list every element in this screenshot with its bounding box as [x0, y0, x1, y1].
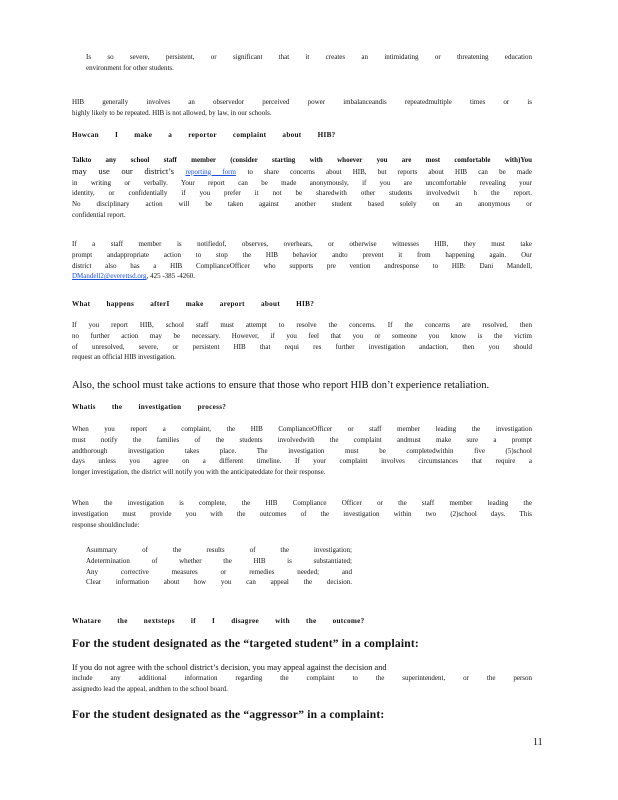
report-line1: Talkto any school staff member (consider starting with whoever you are most comfortable with)You — [72, 156, 532, 164]
retaliation-sentence: Also, the school must take actions to ensure that those who report HIB don’t experience retaliation. — [72, 380, 490, 391]
process-line1: When you report a complaint, the HIB ComplianceOfficer or staff member leading the investigation — [72, 425, 532, 433]
after-line4: request an official HIB investigation. — [72, 353, 176, 362]
process-line4: days unless you agree on a different timeline. If your complaint involves circumstances that require a — [72, 457, 532, 466]
report-line5: No disciplinary action will be taken against another student based solely on an anonymous or — [72, 200, 532, 209]
hib-def-line1: HIB generally involves an observedor perceived power imbalanceandis repeatedmultiple times or is — [72, 98, 532, 106]
investigation-complete-paragraph — [72, 498, 532, 530]
heading-what-happens-after: What happens afterI make areport about HIB? — [72, 300, 315, 308]
report-line2-end: to share concerns about HIB, but reports about HIB can be made — [247, 167, 532, 176]
heading-how-to-report: Howcan I make a reportor complaint about HIB? — [72, 131, 336, 139]
report-line6: confidential report. — [72, 210, 126, 219]
hib-def-line2: highly likely to be repeated. HIB is not allowed, by law, in our schools. — [72, 108, 272, 117]
page-number: 11 — [533, 737, 543, 748]
targeted-line1: If you do not agree with the school district’s decision, you may appeal against the decision and — [72, 663, 387, 672]
process-line3: andthorough investigation takes place. The investigation must be completedwithin five (5)school — [72, 446, 532, 455]
staff-line1: If a staff member is notifiedof, observes, overhears, or otherwise witnesses HIB, they must take — [72, 240, 532, 248]
complete-line3: response shouldinclude: — [72, 520, 140, 529]
compliance-officer-phone: , 425 -385 -4260. — [146, 272, 195, 281]
outcomes-list — [72, 545, 352, 588]
list-item: Adetermination of whether the HIB is substantiated; — [86, 556, 352, 565]
intro-bullet-line2: environment for other students. — [86, 63, 174, 72]
investigation-process-paragraph — [72, 424, 532, 478]
process-line5: longer investigation, the district will notify you with the anticipateddate for their response. — [72, 468, 326, 477]
heading-targeted-student: For the student designated as the “targeted student” in a complaint: — [72, 638, 419, 650]
after-report-paragraph — [72, 320, 532, 363]
list-item: Clear information about how you can appeal the decision. — [86, 578, 352, 587]
report-paragraph — [72, 155, 532, 221]
targeted-student-paragraph — [72, 662, 532, 695]
hib-definition-paragraph — [72, 97, 532, 119]
complete-line2: investigation must provide you with the outcomes of the investigation within two (2)school days. This — [72, 509, 532, 518]
report-line4: identity, or confidentially if you prefer it not be sharedwith other students involvedwit h the report. — [72, 189, 532, 198]
staff-paragraph — [72, 239, 532, 282]
heading-next-steps: Whatare the nextsteps if I disagree with the outcome? — [72, 617, 365, 625]
after-line2: no further action may be necessary. However, if you feel that you or someone you know is the victim — [72, 331, 532, 340]
targeted-line2: include any additional information regarding the complaint to the superintendent, or the person — [72, 674, 532, 682]
list-item: Any corrective measures or remedies needed; and — [86, 567, 352, 576]
targeted-line3: assignedto lead the appeal, andthen to the school board. — [72, 684, 228, 693]
intro-bullet-line1: Is so severe, persistent, or significant that it creates an intimidating or threatening education — [86, 53, 532, 61]
report-line3: in writing or verbally. Your report can be made anonymously, if you are uncomfortable revealing your — [72, 178, 532, 187]
process-line2: must notify the families of the students involvedwith the complaint andmust make sure a prompt — [72, 435, 532, 444]
heading-aggressor-student: For the student designated as the “aggressor” in a complaint: — [72, 709, 385, 721]
heading-investigation-process: Whatis the investigation process? — [72, 403, 227, 411]
report-line2-start: may use our district’s — [72, 165, 174, 176]
compliance-officer-email-link[interactable]: DMandell2@everettsd.org — [72, 272, 147, 281]
intro-bullet — [72, 52, 532, 74]
staff-line2: prompt andappropriate action to stop the HIB behavior andto prevent it from happening again. Our — [72, 250, 532, 259]
list-item: Asummary of the results of the investigation; — [86, 546, 352, 554]
staff-line3: district also has a HIB ComplianceOfficer who supports pre vention andresponse to HIB: Dani Mandell, — [72, 261, 532, 270]
reporting-form-link[interactable]: reporting form — [185, 167, 236, 176]
after-line3: of unresolved, severe, or persistent HIB that requi res further investigation andaction, then you should — [72, 342, 532, 351]
complete-line1: When the investigation is complete, the HIB Compliance Officer or the staff member leading the — [72, 499, 532, 507]
after-line1: If you report HIB, school staff must attempt to resolve the concerns. If the concerns are resolved, then — [72, 321, 532, 329]
